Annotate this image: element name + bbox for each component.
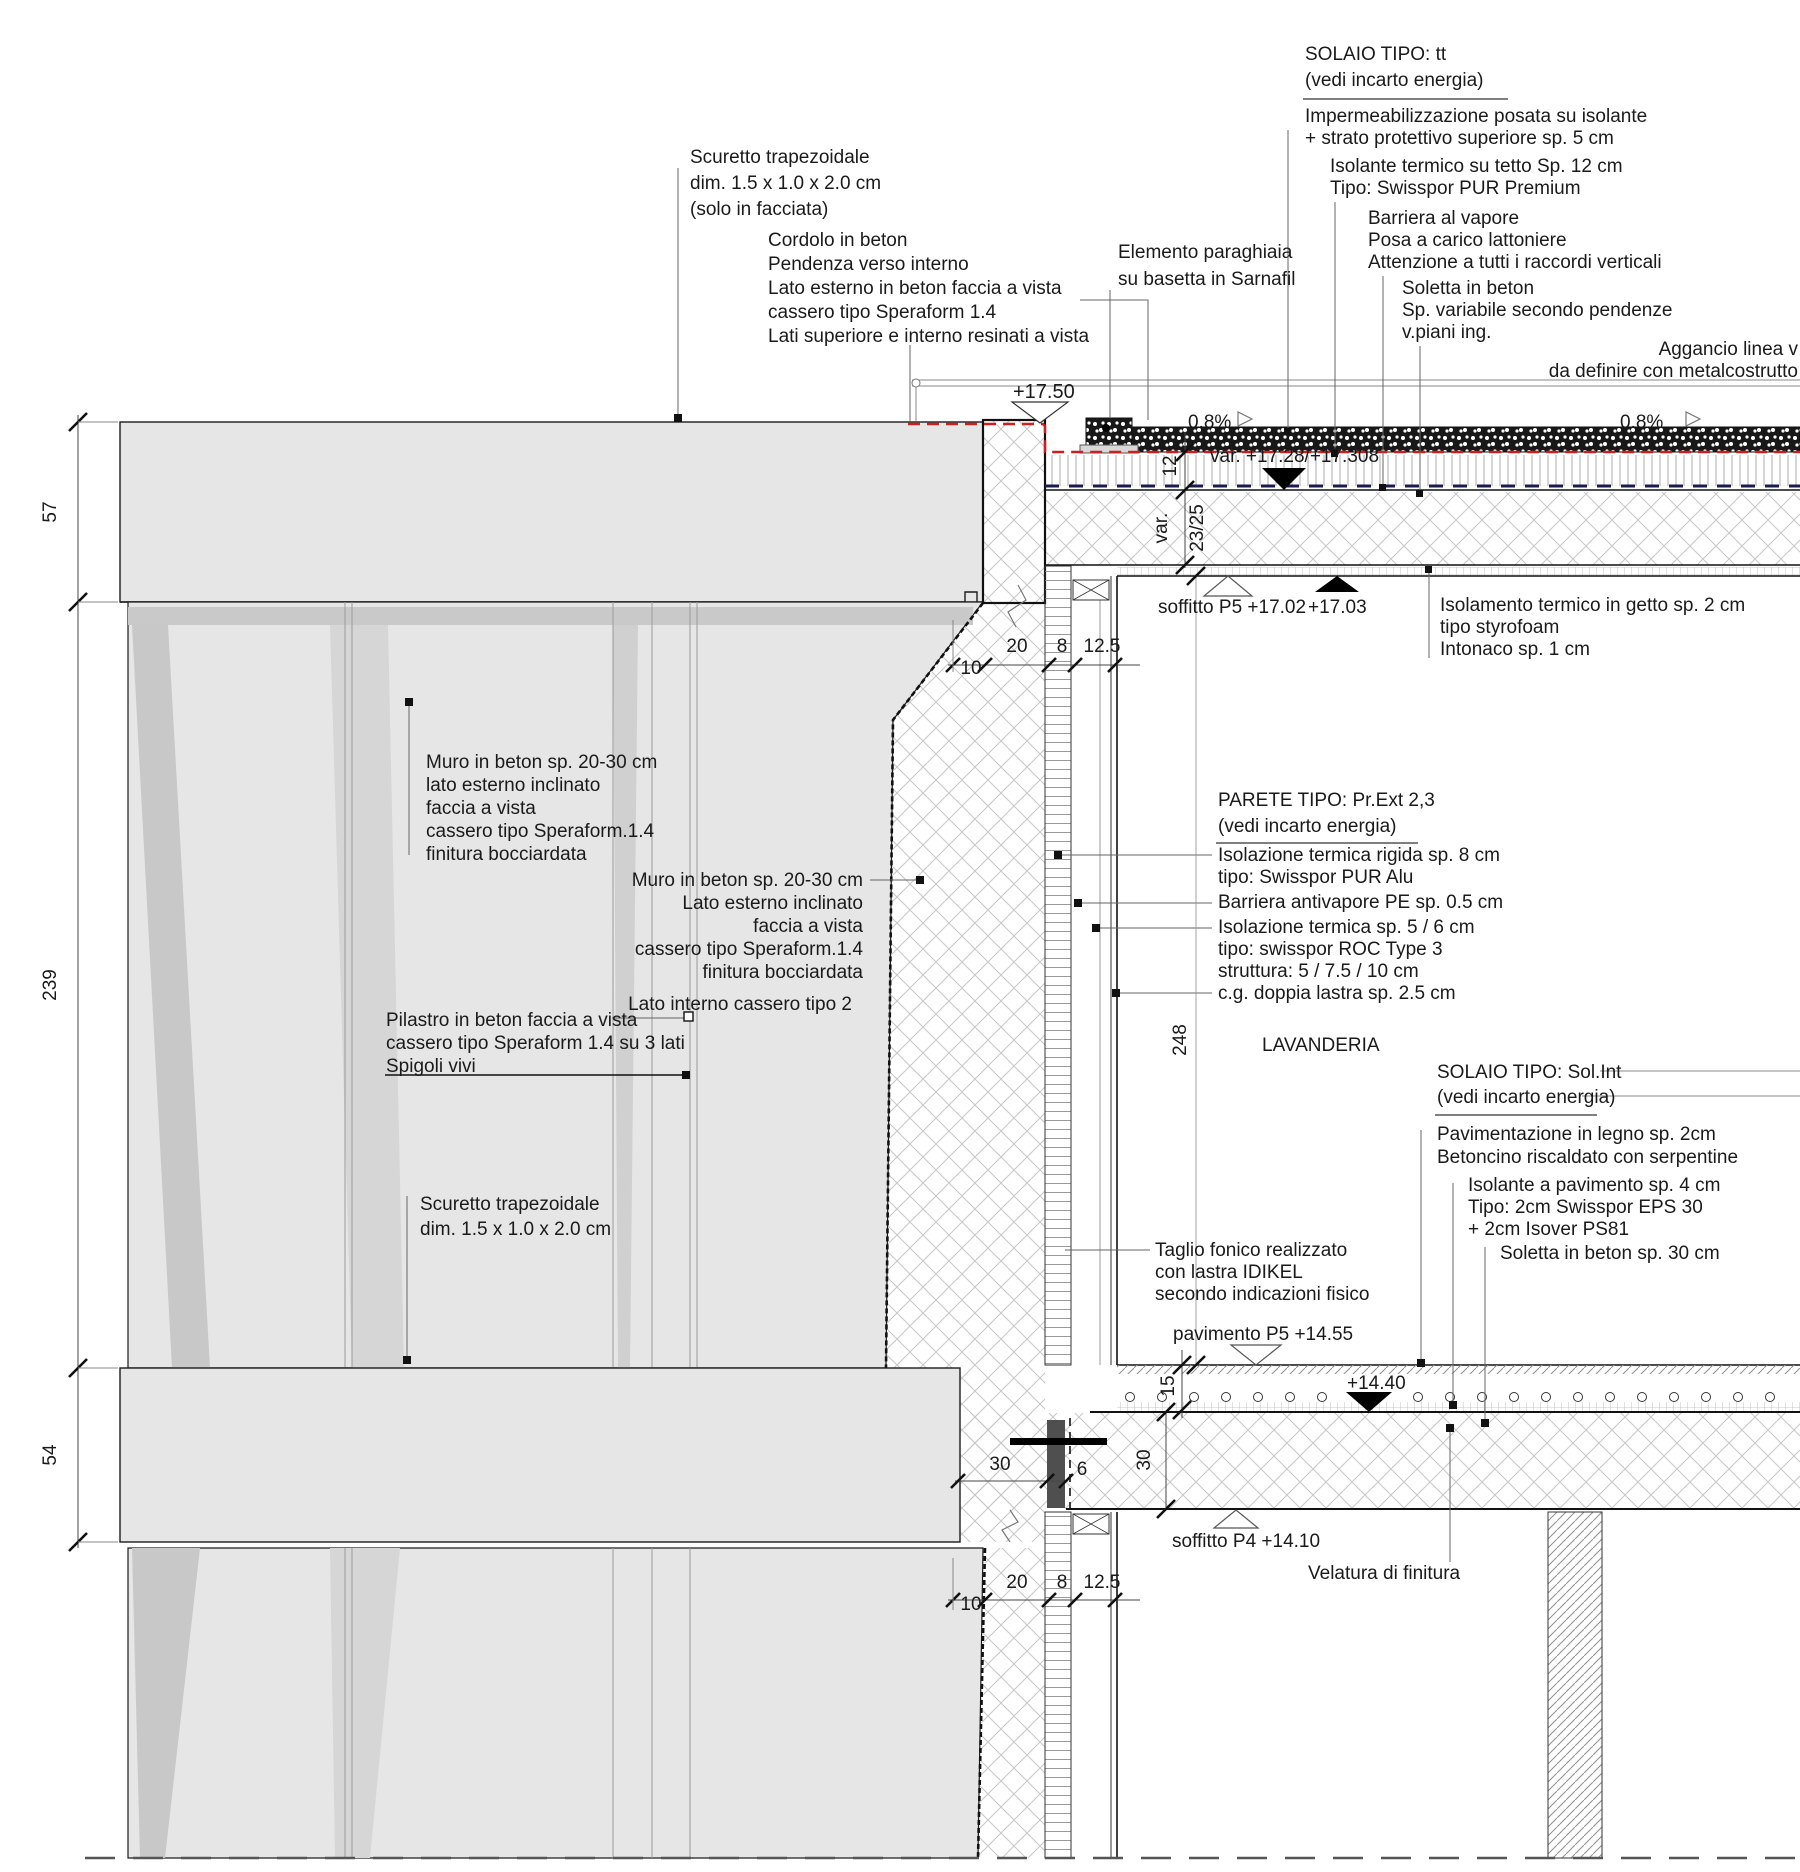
- level-1750: +17.50: [1013, 381, 1075, 403]
- label-isolazione-rigida: Isolazione termica rigida sp. 8 cm tipo: Swisspor PUR Alu: [1218, 845, 1500, 888]
- label-soletta-30: Soletta in beton sp. 30 cm: [1500, 1243, 1720, 1264]
- dim-30-slab: 30: [1134, 1449, 1155, 1471]
- lower-wall-insulation-hatch: [978, 1548, 1045, 1858]
- label-cordolo: Cordolo in beton Pendenza verso interno Lato esterno in beton faccia a vista cassero tipo Speraform 1.4 Lati superiore e interno resinati a vista: [768, 230, 1090, 347]
- lower-fixing-block-x: [1073, 1514, 1109, 1534]
- heating-pipes-row: [1126, 1393, 1775, 1402]
- dim-20-upper: 20: [1006, 636, 1028, 657]
- level-soffitto-p5: soffitto P5 +17.02: [1158, 597, 1307, 618]
- label-barriera-antivapore: Barriera antivapore PE sp. 0.5 cm: [1218, 892, 1504, 913]
- lower-rigid-insulation-strip: [1045, 1512, 1071, 1858]
- label-isolazione-termica: Isolazione termica sp. 5 / 6 cm tipo: swisspor ROC Type 3 struttura: 5 / 7.5 / 10 cm c.g. doppia lastra sp. 2.5 cm: [1218, 917, 1475, 1004]
- label-isolamento-getto: Isolamento termico in getto sp. 2 cm tipo styrofoam Intonaco sp. 1 cm: [1440, 595, 1746, 660]
- slope-arrow-right: [1686, 412, 1700, 426]
- ceiling-insulation-band: [1117, 567, 1800, 576]
- label-velatura: Velatura di finitura: [1308, 1563, 1461, 1584]
- dim-248: 248: [1170, 1024, 1191, 1056]
- label-muro-right: Muro in beton sp. 20-30 cm Lato esterno inclinato faccia a vista cassero tipo Speraform.1.4 finitura bocciardata: [631, 870, 863, 983]
- lower-interior-wall-strip: [1548, 1512, 1602, 1858]
- floor-slab-hatch: [965, 1413, 1800, 1509]
- wood-floor-layer: [1117, 1365, 1800, 1374]
- label-lato-interno: Lato interno cassero tipo 2: [628, 994, 852, 1015]
- label-elemento-paraghiaia: Elemento paraghiaia su basetta in Sarnafil: [1118, 242, 1296, 290]
- roof-insulation-layer: [1045, 455, 1800, 486]
- parapet-insulation-hatch: [983, 420, 1045, 603]
- slope-right: 0.8%: [1620, 412, 1664, 433]
- lifeline-anchor-circle: [912, 379, 920, 387]
- level-marker-open-soffitto-p5: [1204, 576, 1252, 596]
- label-scuretto-top: Scuretto trapezoidale dim. 1.5 x 1.0 x 2.0 cm (solo in facciata): [690, 147, 882, 220]
- wall-insulation-hatch: [886, 603, 1045, 1368]
- label-solaio-tt-title: SOLAIO TIPO: tt (vedi incarto energia): [1305, 44, 1484, 91]
- slope-arrow-left: [1238, 412, 1252, 426]
- label-aggancio: Aggancio linea v da definire con metalcostrutto: [1548, 339, 1798, 382]
- joint-bearing-bar: [1010, 1438, 1107, 1445]
- floor-insulation-band: [1117, 1402, 1800, 1411]
- dim-57: 57: [40, 501, 61, 523]
- level-1440: +14.40: [1347, 1373, 1406, 1394]
- label-scuretto-bottom: Scuretto trapezoidale dim. 1.5 x 1.0 x 2.0 cm: [420, 1194, 612, 1240]
- dim-10-lower: 10: [960, 1594, 982, 1615]
- dim-10-upper: 10: [960, 658, 982, 679]
- dim-12-5-lower: 12.5: [1083, 1572, 1121, 1593]
- dim-8-lower: 8: [1056, 1572, 1068, 1593]
- slope-left: 0.8%: [1188, 412, 1232, 433]
- level-1703: +17.03: [1308, 597, 1367, 618]
- label-muro-left: Muro in beton sp. 20-30 cm lato esterno inclinato faccia a vista cassero tipo Speraform.1.4 finitura bocciardata: [426, 752, 658, 865]
- dim-12: 12: [1160, 455, 1181, 477]
- dim-12-5-upper: 12.5: [1083, 636, 1121, 657]
- lower-wall: [128, 1548, 983, 1858]
- lower-beam-band: [120, 1368, 960, 1542]
- dim-20-lower: 20: [1006, 1572, 1028, 1593]
- dim-15: 15: [1158, 1375, 1179, 1397]
- wall-top-shadow-strip: [128, 607, 973, 625]
- dim-6: 6: [1076, 1459, 1088, 1480]
- gravel-stop-dot: [1102, 424, 1110, 432]
- dim-23-25: 23/25: [1187, 504, 1208, 552]
- gravel-stop-element: [1086, 418, 1132, 445]
- label-soletta-beton: Soletta in beton Sp. variabile secondo pendenze v.piani ing.: [1402, 278, 1673, 343]
- label-barriera-vapore: Barriera al vapore Posa a carico lattoniere Attenzione a tutti i raccordi verticali: [1368, 208, 1662, 273]
- label-lavanderia: LAVANDERIA: [1262, 1035, 1380, 1056]
- label-impermeabilizzazione: Impermeabilizzazione posata su isolante + strato protettivo superiore sp. 5 cm: [1305, 106, 1648, 149]
- dim-8-upper: 8: [1056, 636, 1068, 657]
- dim-var: var.: [1151, 512, 1172, 544]
- level-var: var. +17.28/+17.308: [1210, 446, 1380, 467]
- label-isolante-pavimento: Isolante a pavimento sp. 4 cm Tipo: 2cm Swisspor EPS 30 + 2cm Isover PS81: [1468, 1175, 1721, 1240]
- label-solaio-int-title: SOLAIO TIPO: Sol.Int (vedi incarto energia): [1437, 1062, 1622, 1108]
- level-soffitto-p4: soffitto P4 +14.10: [1172, 1531, 1321, 1552]
- label-pavimentazione: Pavimentazione in legno sp. 2cm Betoncino riscaldato con serpentine: [1437, 1124, 1739, 1168]
- label-parete-title: PARETE TIPO: Pr.Ext 2,3 (vedi incarto energia): [1218, 790, 1435, 837]
- label-isolante-tetto: Isolante termico su tetto Sp. 12 cm Tipo: Swisspor PUR Premium: [1330, 156, 1623, 199]
- top-beam-band: [120, 422, 983, 602]
- middle-wall: [128, 602, 983, 1368]
- dim-54: 54: [40, 1444, 61, 1466]
- acoustic-joint-idikel: [1047, 1420, 1065, 1508]
- dim-30-horizontal: 30: [989, 1454, 1011, 1475]
- rigid-insulation-strip: [1045, 566, 1071, 1365]
- dim-239: 239: [40, 969, 61, 1001]
- level-marker-filled-1703: [1315, 576, 1359, 592]
- label-pilastro: Pilastro in beton faccia a vista cassero tipo Speraform 1.4 su 3 lati Spigoli vivi: [386, 1010, 685, 1077]
- level-marker-open-soffitto-p4: [1214, 1510, 1258, 1528]
- label-taglio-fonico: Taglio fonico realizzato con lastra IDIKEL secondo indicazioni fisico: [1155, 1240, 1370, 1305]
- fixing-block-x: [1073, 580, 1109, 600]
- level-marker-open-pavimento-p5: [1231, 1345, 1281, 1365]
- level-pavimento-p5: pavimento P5 +14.55: [1173, 1324, 1354, 1345]
